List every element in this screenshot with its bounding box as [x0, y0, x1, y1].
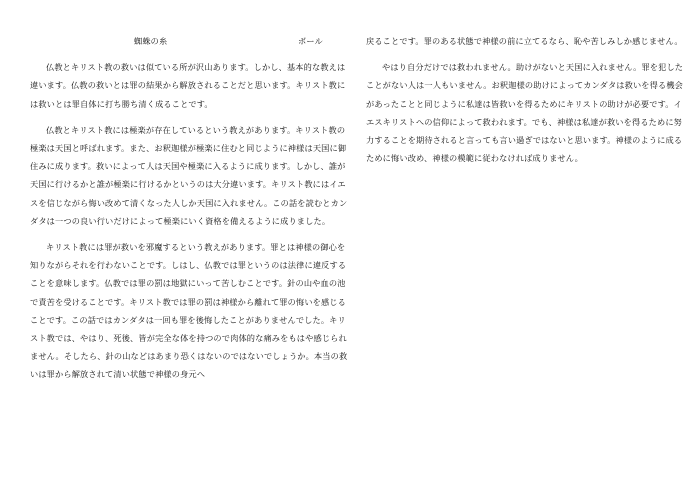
paragraph-2: 仏教とキリスト教には極楽が存在しているという教えがあります。キリスト教の極楽は天国と呼ばれます。また、お釈迦様が極楽に住むと同じように神様は天国に御住みに成ります。救いによって人は天国や極楽に入るように成ります。しかし、誰が天国に行けるかと誰が極楽に行けるかというのは大分違います。キリスト教にはイエスを信じながら悔い改めて清くなった人しか天国に入れません。この話を読むとカンダタは一つの良い行いだけによって極楽にいく資格を備えるように成りました。 — [30, 124, 348, 226]
paragraph-3-continued: 戻ることです。罪のある状態で神様の前に立てるなら、恥や苦しみしか感じません。 — [366, 36, 683, 46]
paragraph-4: やはり自分だけでは救われません。助けがないと天国に入れません。罪を犯したことがない人は一人もいません。お釈迦様の助けによってカンダタは救いを得る機会があったことと同じように私達は皆救いを得るためにキリストの助けが必要です。イエスキリストへの信仰によって救われます。でも、神様は私達が救いを得るために努力することを期待されると言っても言い過ぎではないと思います。神様のように成るために悔い改め、神様の模範に従わなければ成りません。 — [366, 62, 684, 164]
left-column — [30, 32, 350, 392]
document-title: 蜘蛛の糸 — [134, 36, 168, 46]
document-header — [30, 32, 350, 50]
right-column — [366, 32, 684, 175]
document-author: ボール — [298, 36, 323, 46]
paragraph-1: 仏教とキリスト教の救いは似ている所が沢山あります。しかし、基本的な教えは違います。仏教の救いとは罪の結果から解放されることだと思います。キリスト教には救いとは罪自体に打ち勝ち清く成ることです。 — [30, 62, 346, 109]
paragraph-3: キリスト教には罪が救いを邪魔するという教えがあります。罪とは神様の御心を知りながらそれを行わないことです。しはし、仏教では罪というのは法律に違反することを意味します。仏教では罪の罰は地獄にいって苦しむことです。針の山や血の池で責苦を受けることです。キリスト教では罪の罰は神様から離れて罪の悔いを感じることです。この話ではカンダタは一回も罪を後悔したことがありませんでした。キリスト教では、やはり、死後、皆が完全な体を持つので肉体的な痛みをもはや感じられません。そしたら、針の山などはあまり恐くはないのではないでしょうか。本当の救いは罪から解放されて清い状態で神様の身元へ — [30, 242, 348, 380]
